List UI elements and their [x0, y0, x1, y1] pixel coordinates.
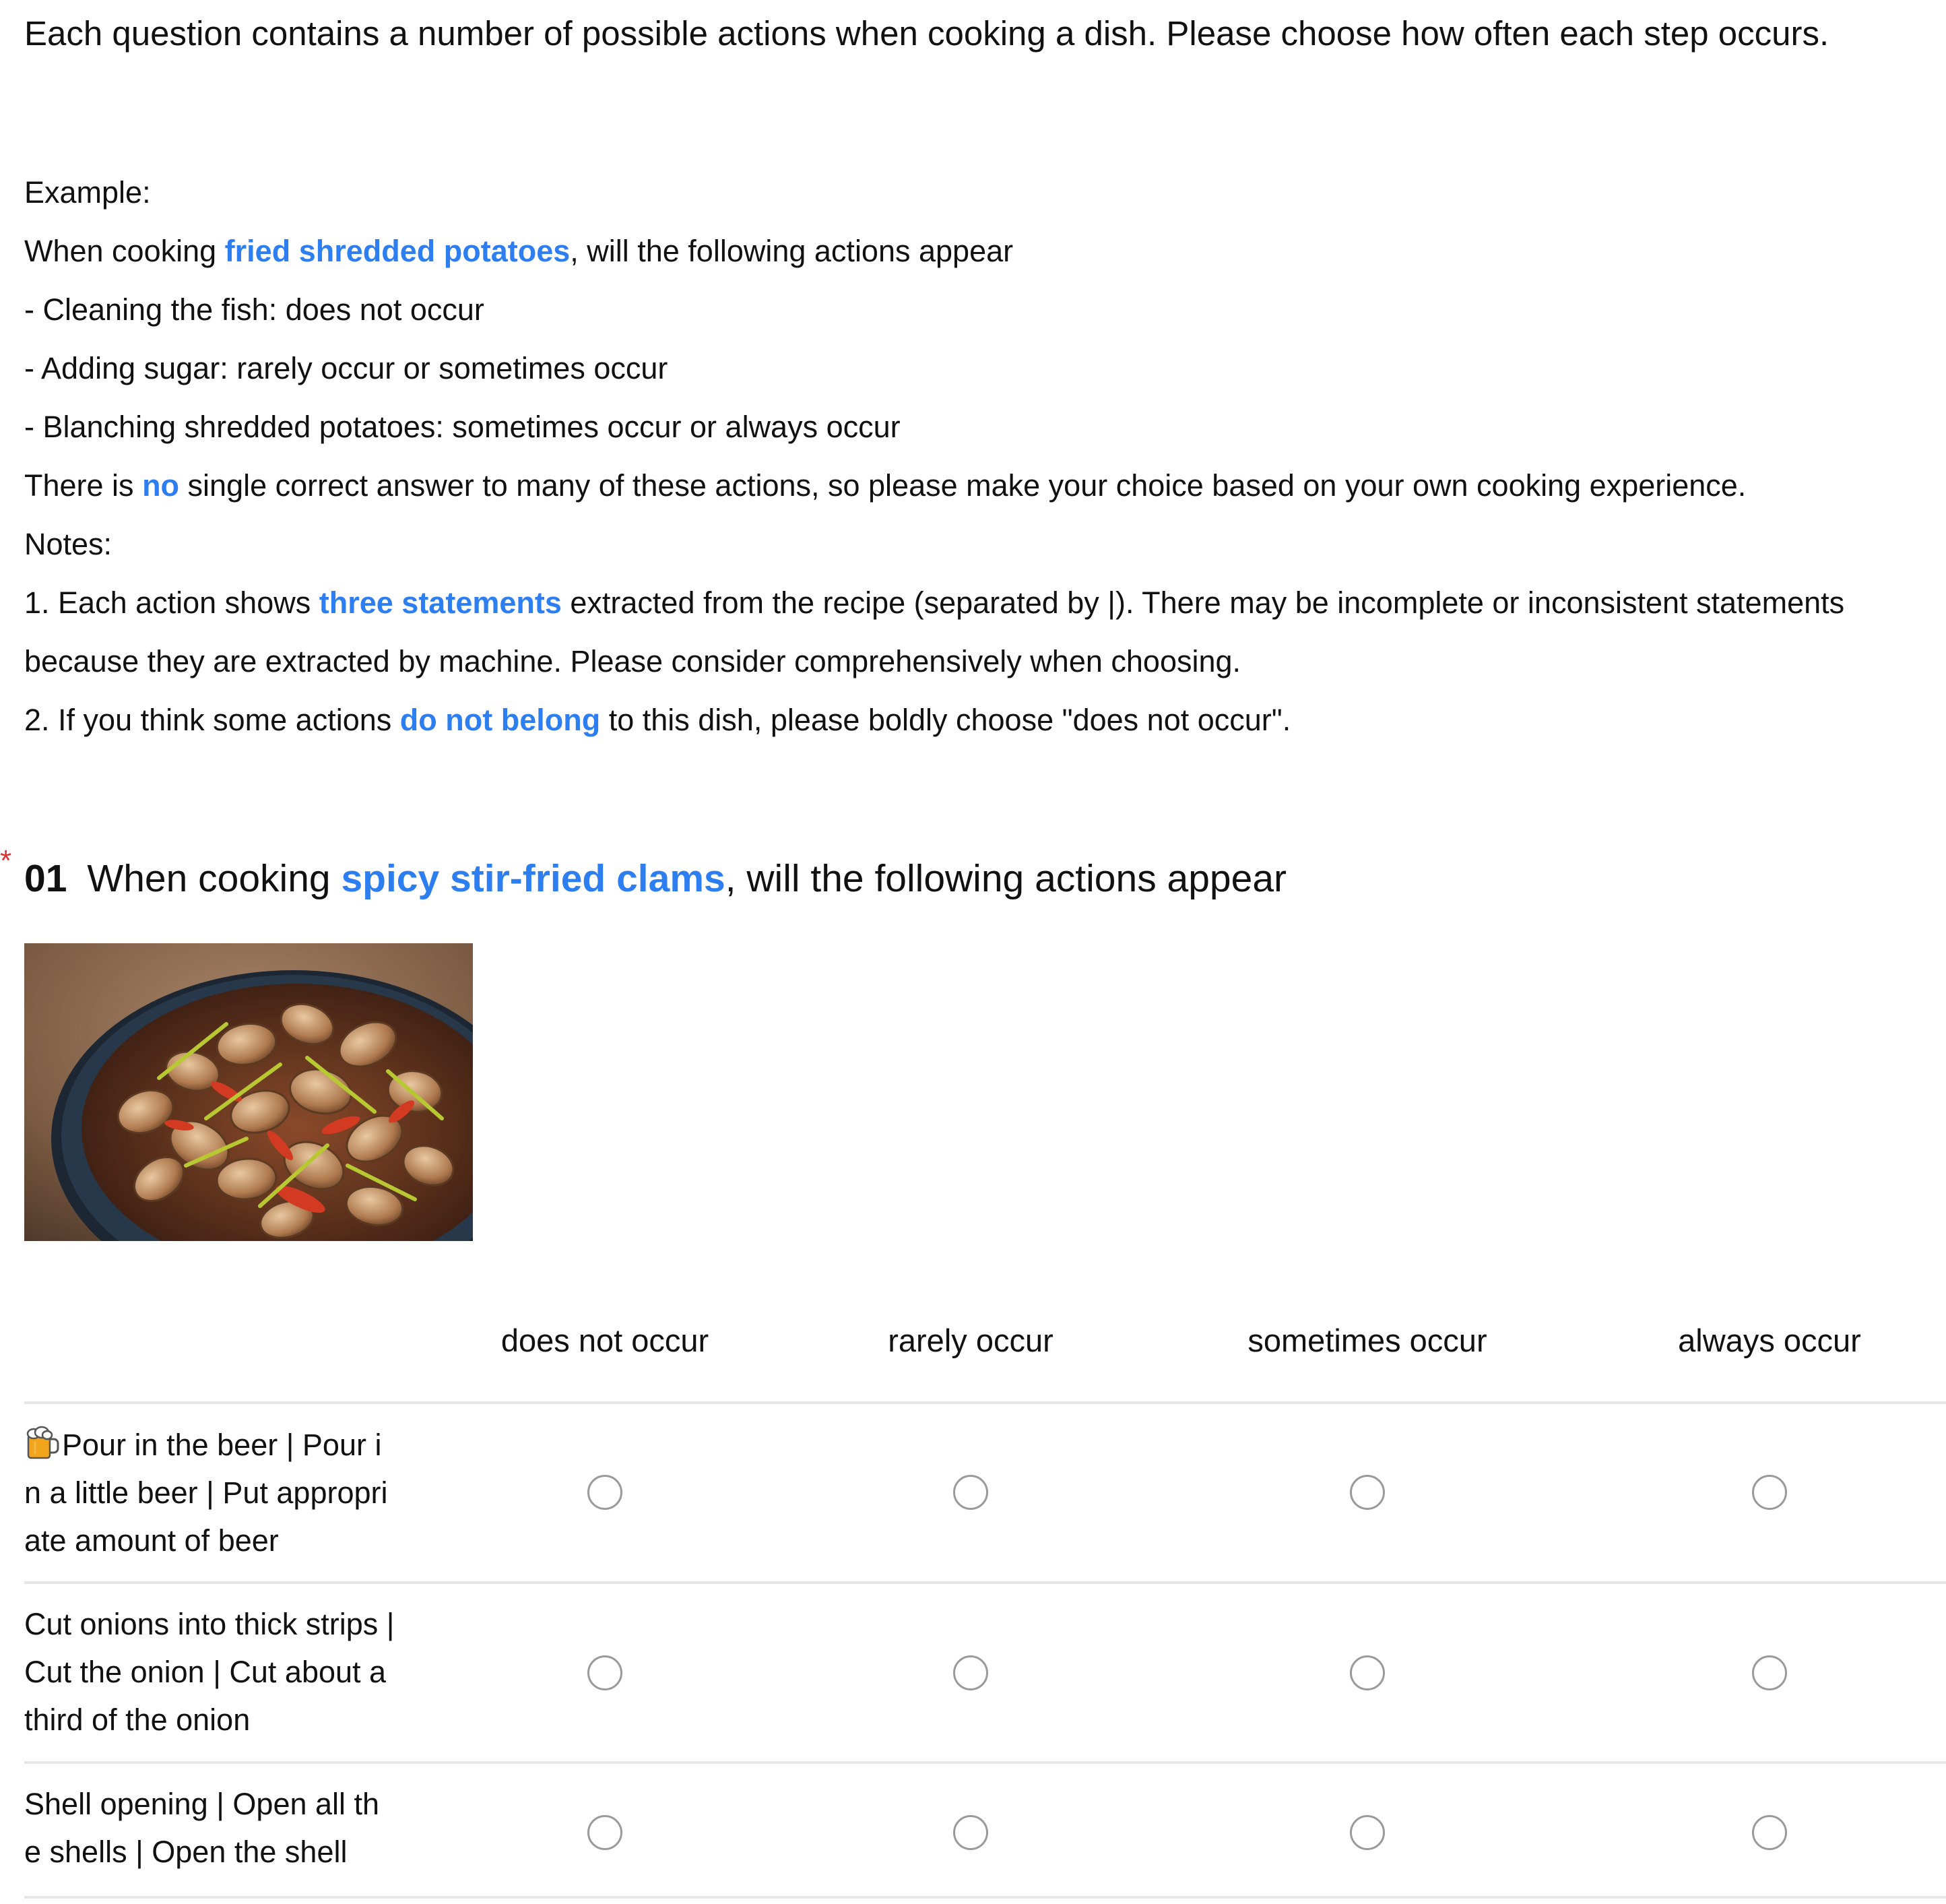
column-header-sometimes-occur: sometimes occur — [1247, 1323, 1487, 1358]
question-text-before: When cooking — [87, 857, 342, 900]
row-label-line: Cut onions into thick strips | — [24, 1607, 395, 1641]
column-header-always-occur: always occur — [1678, 1323, 1861, 1358]
radio-always-occur[interactable] — [1752, 1475, 1787, 1510]
note-1-continued: because they are extracted by machine. Please consider comprehensively when choosing. — [24, 644, 1241, 678]
row-label-line: Shell opening | Open all th — [24, 1787, 380, 1821]
dish-photo — [24, 943, 473, 1241]
row-label-line — [24, 1421, 428, 1469]
note-2-after: to this dish, please boldly choose "does not occur". — [600, 703, 1291, 737]
note-1 — [24, 579, 1924, 637]
note-2 — [24, 696, 1924, 755]
matrix-row-onion — [24, 1584, 1946, 1764]
clams-photo-illustration — [24, 943, 473, 1241]
radio-sometimes-occur[interactable] — [1350, 1655, 1385, 1690]
note-2-highlight: do not belong — [399, 703, 601, 737]
matrix-row-beer — [24, 1404, 1946, 1584]
row-label-line: third of the onion — [24, 1703, 251, 1737]
note-1-highlight: three statements — [319, 585, 562, 620]
note-1-before: 1. Each action shows — [24, 585, 319, 620]
question-number: 01 — [24, 857, 67, 900]
matrix-row-shell — [24, 1764, 1946, 1899]
question-text — [24, 850, 1287, 907]
example-note — [24, 462, 1924, 520]
example-note-highlight: no — [142, 468, 180, 503]
matrix-header — [24, 1307, 1946, 1404]
frequency-matrix — [24, 1307, 1946, 1899]
column-header-rarely-occur: rarely occur — [888, 1323, 1053, 1358]
example-item: - Adding sugar: rarely occur or sometimes occur — [24, 351, 668, 385]
example-dish: fried shredded potatoes — [224, 234, 571, 268]
example-prompt — [24, 227, 1924, 286]
note-1-after: extracted from the recipe (separated by |). There may be incomplete or inconsistent statements — [561, 585, 1845, 620]
column-header-does-not-occur: does not occur — [500, 1323, 709, 1358]
radio-sometimes-occur[interactable] — [1350, 1815, 1385, 1850]
row-label-line: n a little beer | Put appropri — [24, 1475, 388, 1510]
example-note-before: There is — [24, 468, 143, 503]
example-item: - Blanching shredded potatoes: sometimes occur or always occur — [24, 410, 901, 444]
row-label — [24, 1780, 428, 1876]
notes-heading: Notes: — [24, 527, 112, 561]
example-heading: Example: — [24, 175, 151, 210]
radio-always-occur[interactable] — [1752, 1815, 1787, 1850]
question-dish: spicy stir-fried clams — [341, 857, 725, 900]
row-label — [24, 1421, 428, 1564]
radio-does-not-occur[interactable] — [587, 1815, 622, 1850]
question-text-after: , will the following actions appear — [725, 857, 1287, 900]
row-label-line: ate amount of beer — [24, 1523, 279, 1558]
radio-rarely-occur[interactable] — [953, 1475, 988, 1510]
radio-sometimes-occur[interactable] — [1350, 1475, 1385, 1510]
row-label-line: Cut the onion | Cut about a — [24, 1655, 387, 1689]
question-title — [0, 844, 1926, 907]
note-2-before: 2. If you think some actions — [24, 703, 400, 737]
example-note-after: single correct answer to many of these actions, so please make your choice based on your own cooking experience. — [179, 468, 1747, 503]
example-prompt-after: , will the following actions appear — [570, 234, 1014, 268]
radio-always-occur[interactable] — [1752, 1655, 1787, 1690]
radio-rarely-occur[interactable] — [953, 1655, 988, 1690]
radio-does-not-occur[interactable] — [587, 1655, 622, 1690]
row-label — [24, 1600, 428, 1744]
row-label-line: e shells | Open the shell — [24, 1835, 348, 1869]
row-label-text: Pour in the beer | Pour i — [62, 1428, 382, 1462]
example-prompt-before: When cooking — [24, 234, 225, 268]
beer-mug-icon — [24, 1426, 61, 1461]
required-mark: * — [0, 844, 12, 877]
radio-rarely-occur[interactable] — [953, 1815, 988, 1850]
instructions — [24, 168, 1924, 755]
radio-does-not-occur[interactable] — [587, 1475, 622, 1510]
example-item: - Cleaning the fish: does not occur — [24, 292, 484, 327]
intro-text: Each question contains a number of possible actions when cooking a dish. Please choose how often each step occurs. — [24, 14, 1829, 53]
